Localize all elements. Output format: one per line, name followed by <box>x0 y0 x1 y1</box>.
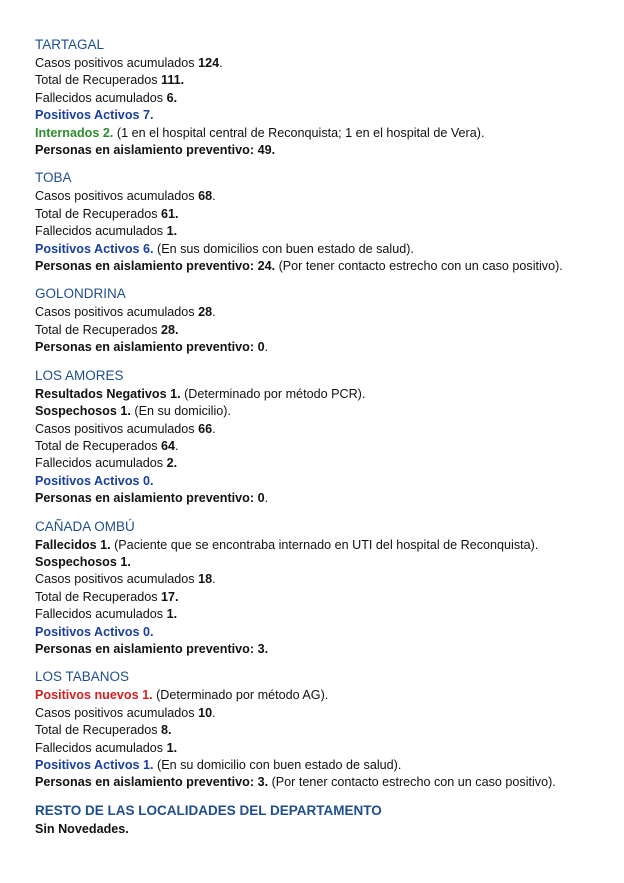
line-label: Casos positivos acumulados <box>35 572 199 587</box>
locality-section <box>35 169 624 275</box>
report-line <box>35 241 624 258</box>
report-line <box>35 55 624 72</box>
line-label: Total de Recuperados <box>35 322 162 337</box>
line-note: (En su domicilio). <box>130 404 231 419</box>
line-label: Positivos Activos 6. <box>35 241 154 256</box>
line-label: Positivos Activos 0. <box>35 624 154 639</box>
line-value: 61. <box>161 206 179 221</box>
report-line <box>35 606 624 623</box>
locality-section <box>35 668 624 791</box>
locality-section <box>35 367 624 508</box>
report-line <box>35 304 624 321</box>
report-line <box>35 403 624 420</box>
locality-section <box>35 285 624 356</box>
report-line <box>35 537 624 554</box>
line-label: Casos positivos acumulados <box>35 56 199 70</box>
line-value: 124 <box>198 56 220 70</box>
line-label: Total de Recuperados <box>35 73 162 88</box>
line-label: Total de Recuperados <box>35 589 162 604</box>
line-label: Fallecidos acumulados <box>35 224 167 239</box>
report-line <box>35 322 624 339</box>
line-value: 8. <box>161 723 172 738</box>
line-note: . <box>175 438 179 453</box>
line-label: Personas en aislamiento preventivo: 3. <box>35 641 269 656</box>
line-value: 68 <box>198 189 213 204</box>
report-line <box>35 473 624 490</box>
line-label: Fallecidos acumulados <box>35 90 167 105</box>
line-label: Casos positivos acumulados <box>35 421 199 436</box>
line-value: 18 <box>198 572 213 587</box>
line-label: Resultados Negativos 1. <box>35 386 181 401</box>
line-note: (Determinado por método PCR). <box>180 386 366 401</box>
line-note: (Paciente que se encontraba internado en UTI del hospital de Reconquista). <box>110 537 539 552</box>
line-value: 1. <box>166 224 178 239</box>
report-line <box>35 223 624 240</box>
line-note: (Por tener contacto estrecho con un caso positivo). <box>275 259 563 274</box>
report-line <box>35 624 624 641</box>
report-line <box>35 142 624 159</box>
line-note: (En su domicilio con buen estado de salud). <box>153 758 402 772</box>
line-label: Positivos nuevos 1. <box>35 688 153 703</box>
line-value: 66 <box>198 421 213 436</box>
line-value: 28. <box>161 322 179 337</box>
line-label: Positivos Activos 0. <box>35 473 154 488</box>
report-line <box>35 206 624 223</box>
line-label: Personas en aislamiento preventivo: 0 <box>35 340 265 355</box>
report-line <box>35 722 624 739</box>
report-line <box>35 188 624 205</box>
locality-title: CAÑADA OMBÚ <box>35 518 135 534</box>
report-line <box>35 490 624 507</box>
report-line <box>35 821 624 838</box>
line-value: 28 <box>198 305 213 320</box>
report-line <box>35 757 624 774</box>
locality-title: TOBA <box>35 170 72 186</box>
report-line <box>35 258 624 275</box>
line-value: 2. <box>166 456 178 471</box>
line-note: . <box>212 305 216 320</box>
report-line <box>35 705 624 722</box>
line-label: Positivos Activos 1. <box>35 758 154 772</box>
line-label: Fallecidos acumulados <box>35 607 167 622</box>
report-line <box>35 554 624 571</box>
locality-title: GOLONDRINA <box>35 286 126 302</box>
line-label: Casos positivos acumulados <box>35 305 199 320</box>
line-label: Positivos Activos 7. <box>35 108 154 123</box>
report-line <box>35 740 624 757</box>
locality-title: RESTO DE LAS LOCALIDADES DEL DEPARTAMENTO <box>35 802 382 818</box>
report-line <box>35 90 624 107</box>
line-note: (Por tener contacto estrecho con un caso positivo). <box>268 775 556 790</box>
line-label: Sospechosos 1. <box>35 404 131 419</box>
line-label: Internados 2. <box>35 125 114 140</box>
line-label: Fallecidos acumulados <box>35 740 167 755</box>
line-value: 1. <box>166 740 178 755</box>
locality-title: LOS TABANOS <box>35 669 130 685</box>
line-value: 64 <box>161 438 176 453</box>
report-line <box>35 107 624 124</box>
line-label: Casos positivos acumulados <box>35 189 199 204</box>
line-label: Sospechosos 1. <box>35 554 131 569</box>
report-line <box>35 687 624 704</box>
locality-section <box>35 36 624 159</box>
report-line <box>35 641 624 658</box>
line-note: . <box>212 189 216 204</box>
line-label: Personas en aislamiento preventivo: 3. <box>35 775 269 790</box>
report-line <box>35 455 624 472</box>
line-label: Personas en aislamiento preventivo: 49. <box>35 143 276 158</box>
report-line <box>35 125 624 142</box>
line-note: . <box>212 572 216 587</box>
line-label: Fallecidos acumulados <box>35 456 167 471</box>
report-line <box>35 438 624 455</box>
report-line <box>35 386 624 403</box>
locality-title: TARTAGAL <box>35 37 105 52</box>
line-note: (En sus domicilios con buen estado de salud). <box>153 241 414 256</box>
report-line <box>35 72 624 89</box>
line-note: . <box>212 705 216 720</box>
line-value: 1. <box>166 607 178 622</box>
line-value: 111. <box>161 73 185 88</box>
line-label: Total de Recuperados <box>35 438 162 453</box>
line-label: Total de Recuperados <box>35 723 162 738</box>
line-label: Personas en aislamiento preventivo: 0 <box>35 491 265 506</box>
line-label: Fallecidos 1. <box>35 537 111 552</box>
line-label: Sin Novedades. <box>35 821 129 836</box>
locality-section <box>35 802 624 838</box>
line-note: . <box>212 421 216 436</box>
line-note: (1 en el hospital central de Reconquista; 1 en el hospital de Vera). <box>113 125 485 140</box>
report-line <box>35 339 624 356</box>
line-label: Casos positivos acumulados <box>35 705 199 720</box>
line-value: 6. <box>166 90 178 105</box>
line-label: Personas en aislamiento preventivo: 24. <box>35 259 276 274</box>
locality-section <box>35 518 624 659</box>
locality-title: LOS AMORES <box>35 367 124 383</box>
report-line <box>35 421 624 438</box>
report-line <box>35 589 624 606</box>
line-note: (Determinado por método AG). <box>152 688 329 703</box>
report-line <box>35 571 624 588</box>
line-label: Total de Recuperados <box>35 206 162 221</box>
report-line <box>35 774 624 791</box>
line-note: . <box>264 491 269 506</box>
line-note: . <box>264 340 269 355</box>
line-note: . <box>219 56 223 70</box>
line-value: 10 <box>198 705 213 720</box>
line-value: 17. <box>161 589 179 604</box>
